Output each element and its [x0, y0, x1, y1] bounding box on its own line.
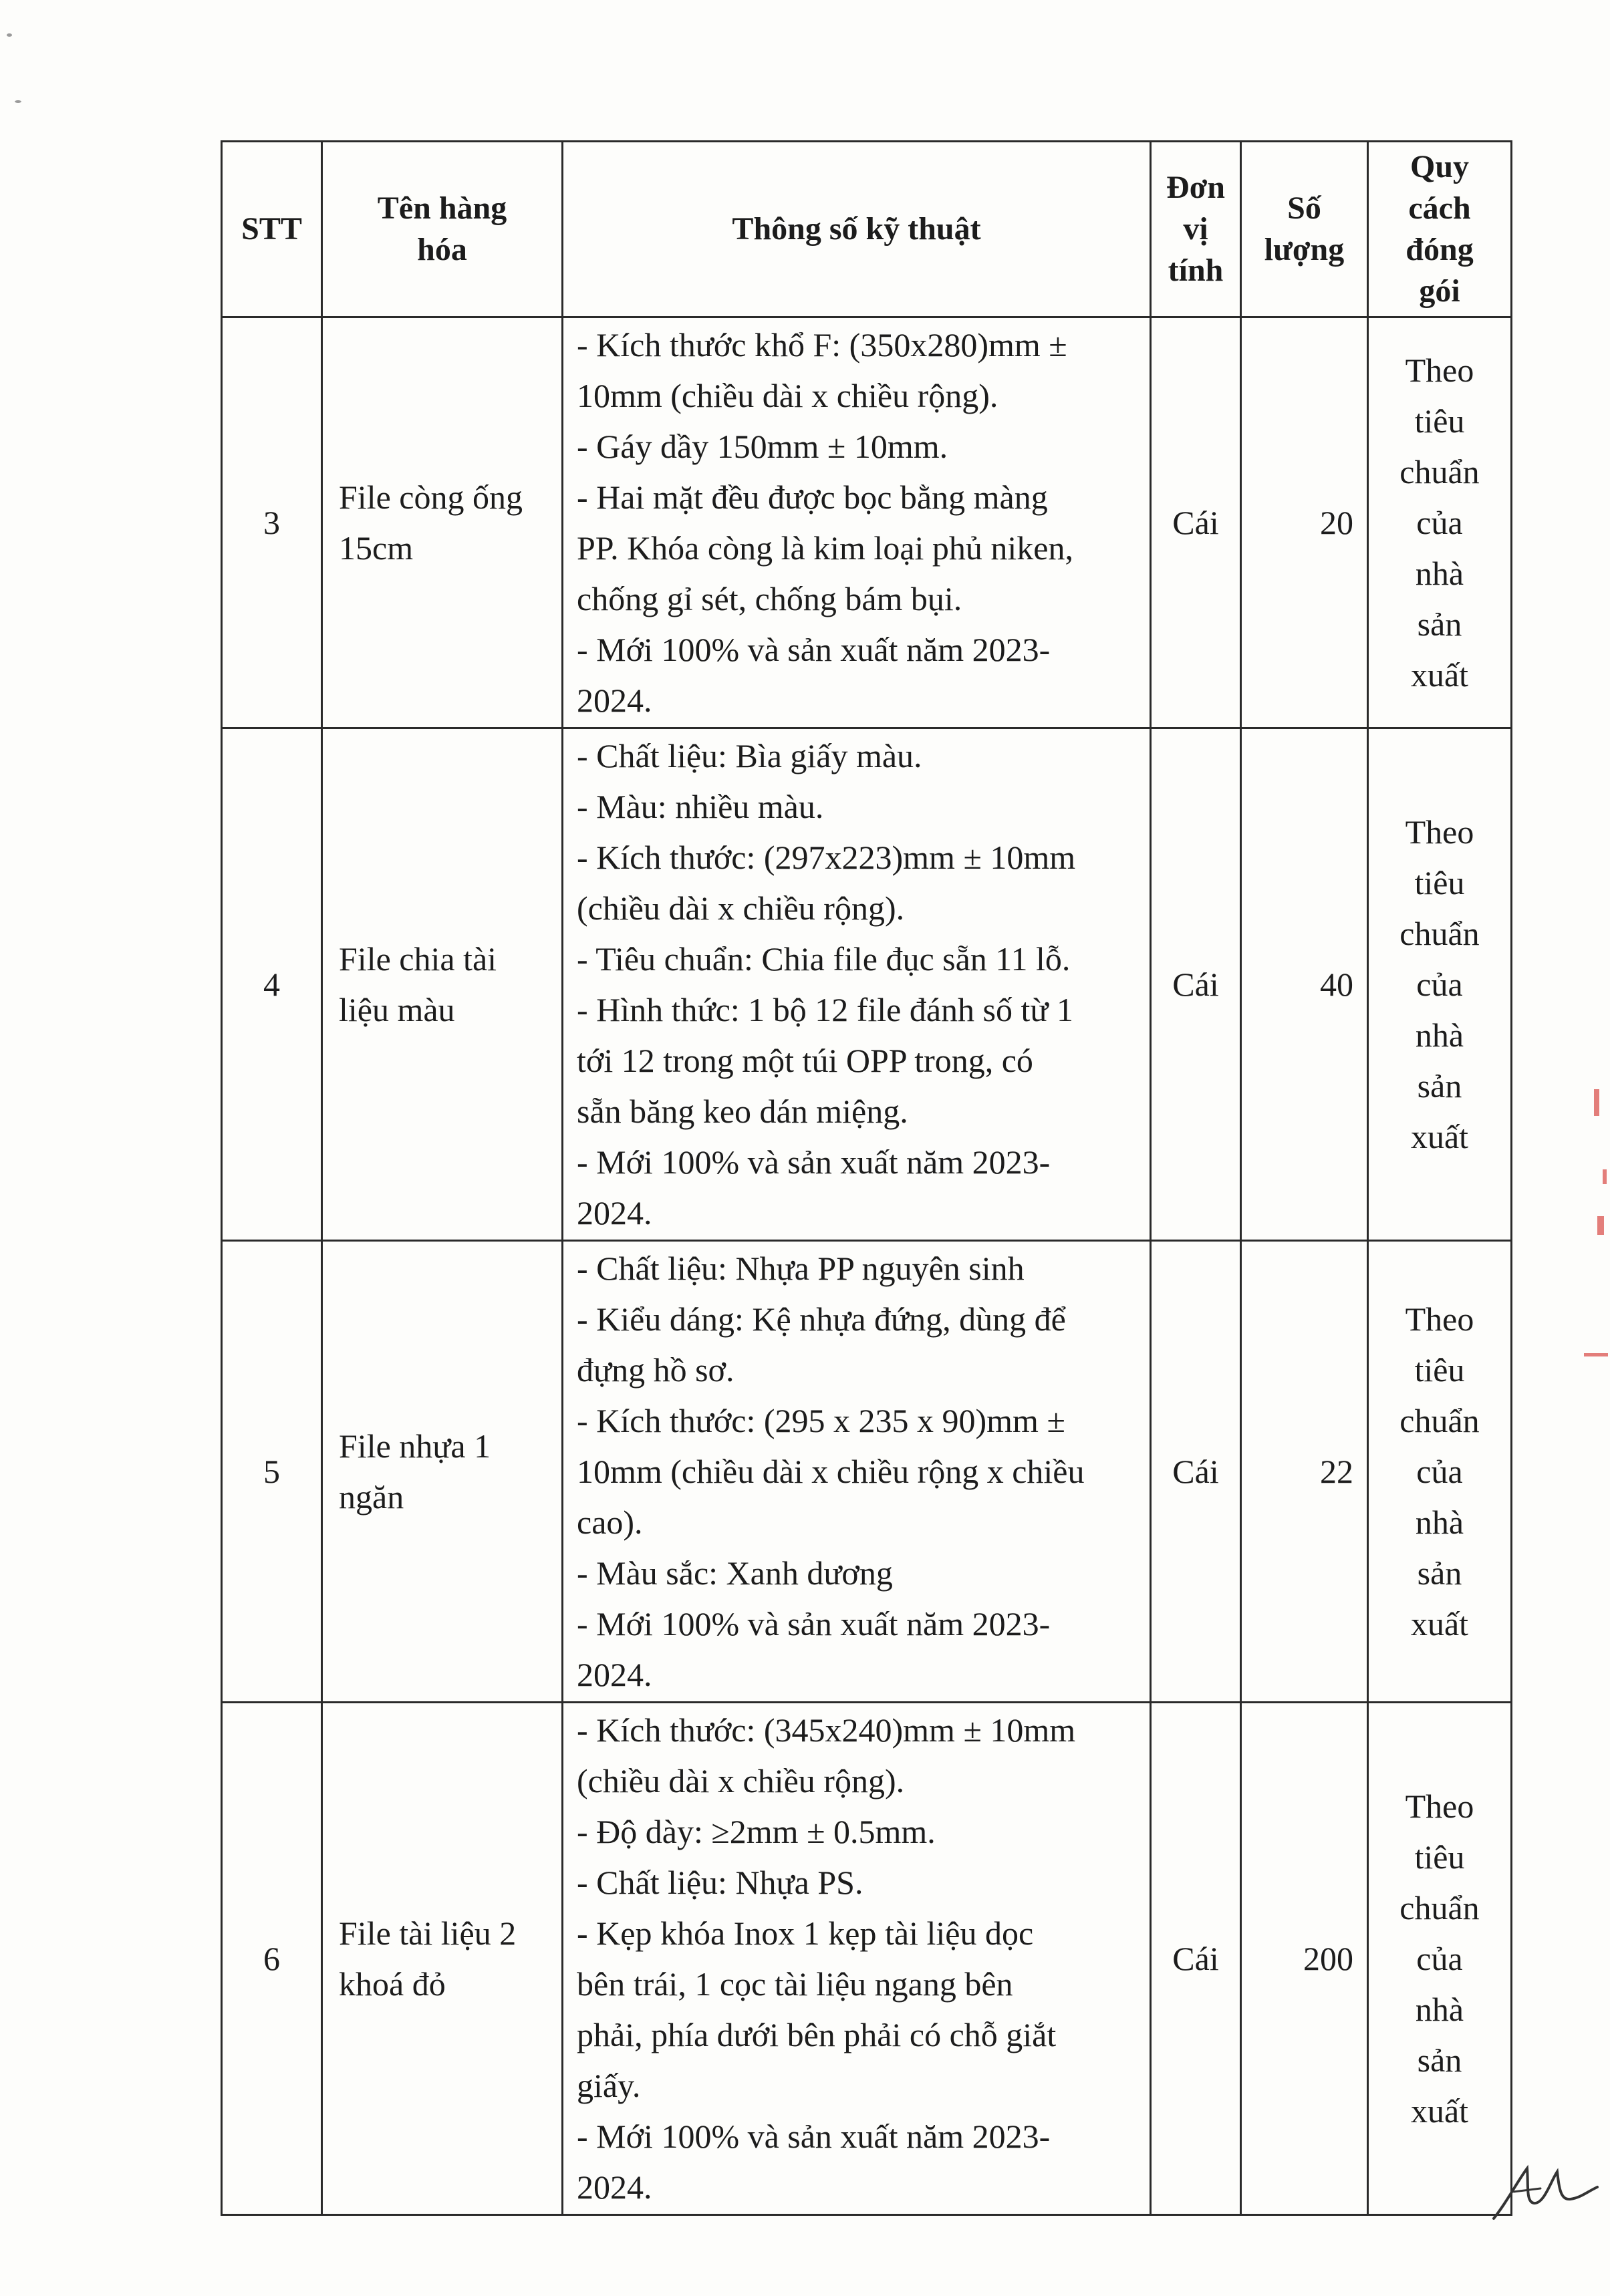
row-qty: 200 — [1241, 1703, 1368, 2215]
row-unit: Cái — [1151, 728, 1241, 1241]
header-spec: Thông số kỹ thuật — [563, 142, 1151, 317]
header-stt: STT — [222, 142, 322, 317]
row-pack: Theo tiêu chuẩn của nhà sản xuất — [1368, 1703, 1512, 2215]
row-pack: Theo tiêu chuẩn của nhà sản xuất — [1368, 317, 1512, 728]
stamp-fragment — [1597, 1216, 1604, 1235]
row-stt: 3 — [222, 317, 322, 728]
row-unit: Cái — [1151, 317, 1241, 728]
handwritten-initials — [1487, 2155, 1601, 2229]
scan-speck — [7, 33, 12, 37]
header-qty: Số lượng — [1241, 142, 1368, 317]
stamp-fragment — [1594, 1089, 1599, 1116]
table-row — [222, 1241, 1512, 1703]
stamp-fragment — [1584, 1353, 1608, 1356]
row-spec: - Chất liệu: Bìa giấy màu. - Màu: nhiều màu. - Kích thước: (297x223)mm ± 10mm (chiều dài x chiều rộng). - Tiêu chuẩn: Chia file đục sẵn 11 lỗ. - Hình thức: 1 bộ 12 file đánh số từ 1 tới 12 trong một túi OPP trong, có sẵn băng keo dán miệng. - Mới 100% và sản xuất năm 2023- 2024. — [563, 728, 1151, 1241]
table-row — [222, 728, 1512, 1241]
row-unit: Cái — [1151, 1703, 1241, 2215]
row-item-name: File còng ống 15cm — [322, 317, 563, 728]
table-row — [222, 1703, 1512, 2215]
table-row — [222, 317, 1512, 728]
row-stt: 5 — [222, 1241, 322, 1703]
row-qty: 22 — [1241, 1241, 1368, 1703]
row-spec: - Kích thước khổ F: (350x280)mm ± 10mm (chiều dài x chiều rộng). - Gáy dầy 150mm ± 10mm. - Hai mặt đều được bọc bằng màng PP. Khóa còng là kim loại phủ niken, chống gỉ sét, chống bám bụi. - Mới 100% và sản xuất năm 2023- 2024. — [563, 317, 1151, 728]
header-unit: Đơn vị tính — [1151, 142, 1241, 317]
row-pack: Theo tiêu chuẩn của nhà sản xuất — [1368, 1241, 1512, 1703]
header-pack: Quy cách đóng gói — [1368, 142, 1512, 317]
row-stt: 6 — [222, 1703, 322, 2215]
row-unit: Cái — [1151, 1241, 1241, 1703]
scan-speck — [15, 100, 21, 103]
row-pack: Theo tiêu chuẩn của nhà sản xuất — [1368, 728, 1512, 1241]
row-item-name: File tài liệu 2 khoá đỏ — [322, 1703, 563, 2215]
table-header-row — [222, 142, 1512, 317]
header-name: Tên hàng hóa — [322, 142, 563, 317]
row-item-name: File nhựa 1 ngăn — [322, 1241, 563, 1703]
row-spec: - Chất liệu: Nhựa PP nguyên sinh - Kiểu dáng: Kệ nhựa đứng, dùng để đựng hồ sơ. - Kích thước: (295 x 235 x 90)mm ± 10mm (chiều dài x chiều rộng x chiều cao). - Màu sắc: Xanh dương - Mới 100% và sản xuất năm 2023- 2024. — [563, 1241, 1151, 1703]
row-item-name: File chia tài liệu màu — [322, 728, 563, 1241]
row-stt: 4 — [222, 728, 322, 1241]
row-spec: - Kích thước: (345x240)mm ± 10mm (chiều dài x chiều rộng). - Độ dày: ≥2mm ± 0.5mm. - Chất liệu: Nhựa PS. - Kẹp khóa Inox 1 kẹp tài liệu dọc bên trái, 1 cọc tài liệu ngang bên phải, phía dưới bên phải có chỗ giắt giấy. - Mới 100% và sản xuất năm 2023- 2024. — [563, 1703, 1151, 2215]
stamp-fragment — [1603, 1169, 1607, 1184]
goods-spec-table — [221, 140, 1512, 2216]
row-qty: 40 — [1241, 728, 1368, 1241]
row-qty: 20 — [1241, 317, 1368, 728]
